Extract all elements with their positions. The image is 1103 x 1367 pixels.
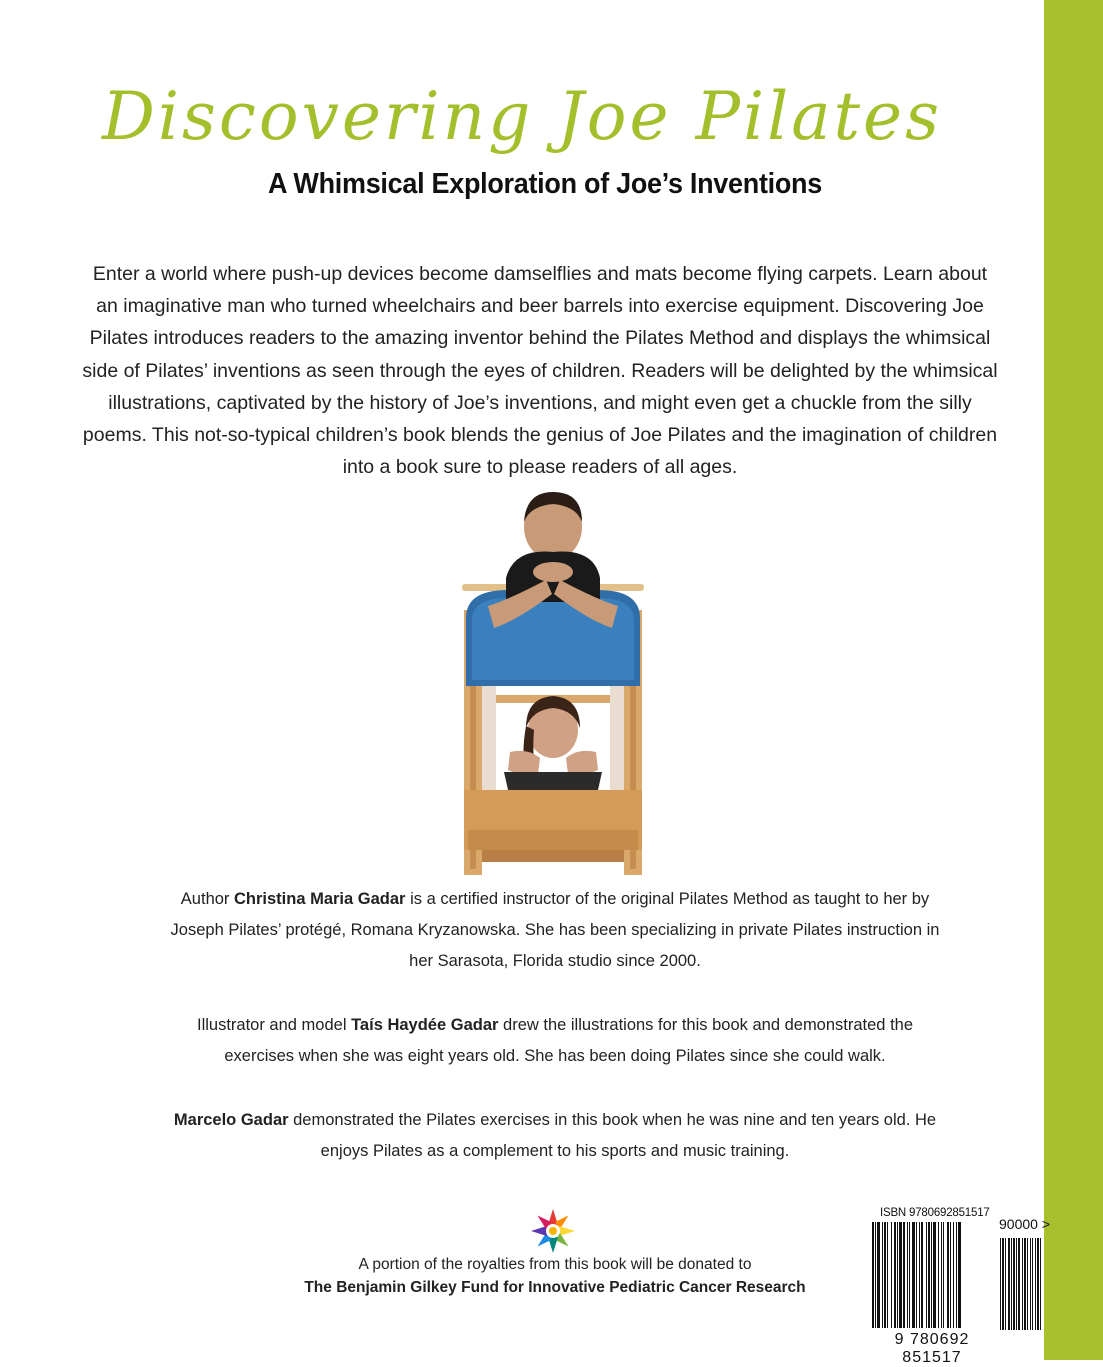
charity-name: The Benjamin Gilkey Fund for Innovative Pediatric Cancer Research [304, 1279, 806, 1296]
book-spine [1041, 0, 1103, 1360]
model-bio [160, 1105, 950, 1167]
addon-arrow: > [1041, 1216, 1051, 1232]
isbn-label: ISBN 9780692851517 [880, 1207, 990, 1219]
star-burst-icon [528, 1206, 578, 1256]
illustrator-name: Taís Haydée Gadar [351, 1016, 499, 1034]
illustrator-bio-prefix: Illustrator and model [197, 1016, 352, 1034]
barcode [870, 1222, 1044, 1332]
illustrator-bio [160, 1010, 950, 1072]
model-name: Marcelo Gadar [173, 1111, 289, 1129]
book-title: Discovering Joe Pilates [102, 78, 942, 155]
book-subtitle: A Whimsical Exploration of Joe’s Inventions [268, 168, 822, 200]
illustrator-bio-text: drew the illustrations for this book and demonstrated the exercises when she was eight years old. She has been doing Pilates since she could walk. [224, 1016, 913, 1065]
model-bio-text: demonstrated the Pilates exercises in this book when he was nine and ten years old. He enjoys Pilates as a complement to his sports and music training. [288, 1111, 937, 1160]
book-blurb: Enter a world where push-up devices become damselflies and mats become flying carpets. Learn about an imaginative man who turned wheelchairs and beer barrels into exercise equipment. Discovering Joe Pilates introduces readers to the amazing inventor behind the Pilates Method and displays the whimsical side of Pilates’ inventions as seen through the eyes of children. Readers will be delighted by the whimsical illustrations, captivated by the history of Joe’s inventions, and might even get a chuckle from the silly poems. This not-so-typical children’s book blends the genius of Joe Pilates and the imagination of children into a book sure to please readers of all ages. [82, 263, 998, 479]
addon-digits: 90000 [999, 1216, 1038, 1232]
author-bio-text: is a certified instructor of the original Pilates Method as taught to her by Joseph Pilates’ protégé, Romana Kryzanowska. She has been specializing in private Pilates instruction in her Sarasota, Florida studio since 2000. [170, 890, 940, 970]
author-bio-prefix: Author [180, 890, 234, 908]
children-pilates-barrel-photo [448, 490, 658, 880]
author-name: Christina Maria Gadar [234, 890, 406, 908]
barcode-digits: 9 780692 851517 [894, 1331, 970, 1366]
charity-note: A portion of the royalties from this book will be donated to [358, 1256, 752, 1273]
author-bio [160, 884, 950, 977]
